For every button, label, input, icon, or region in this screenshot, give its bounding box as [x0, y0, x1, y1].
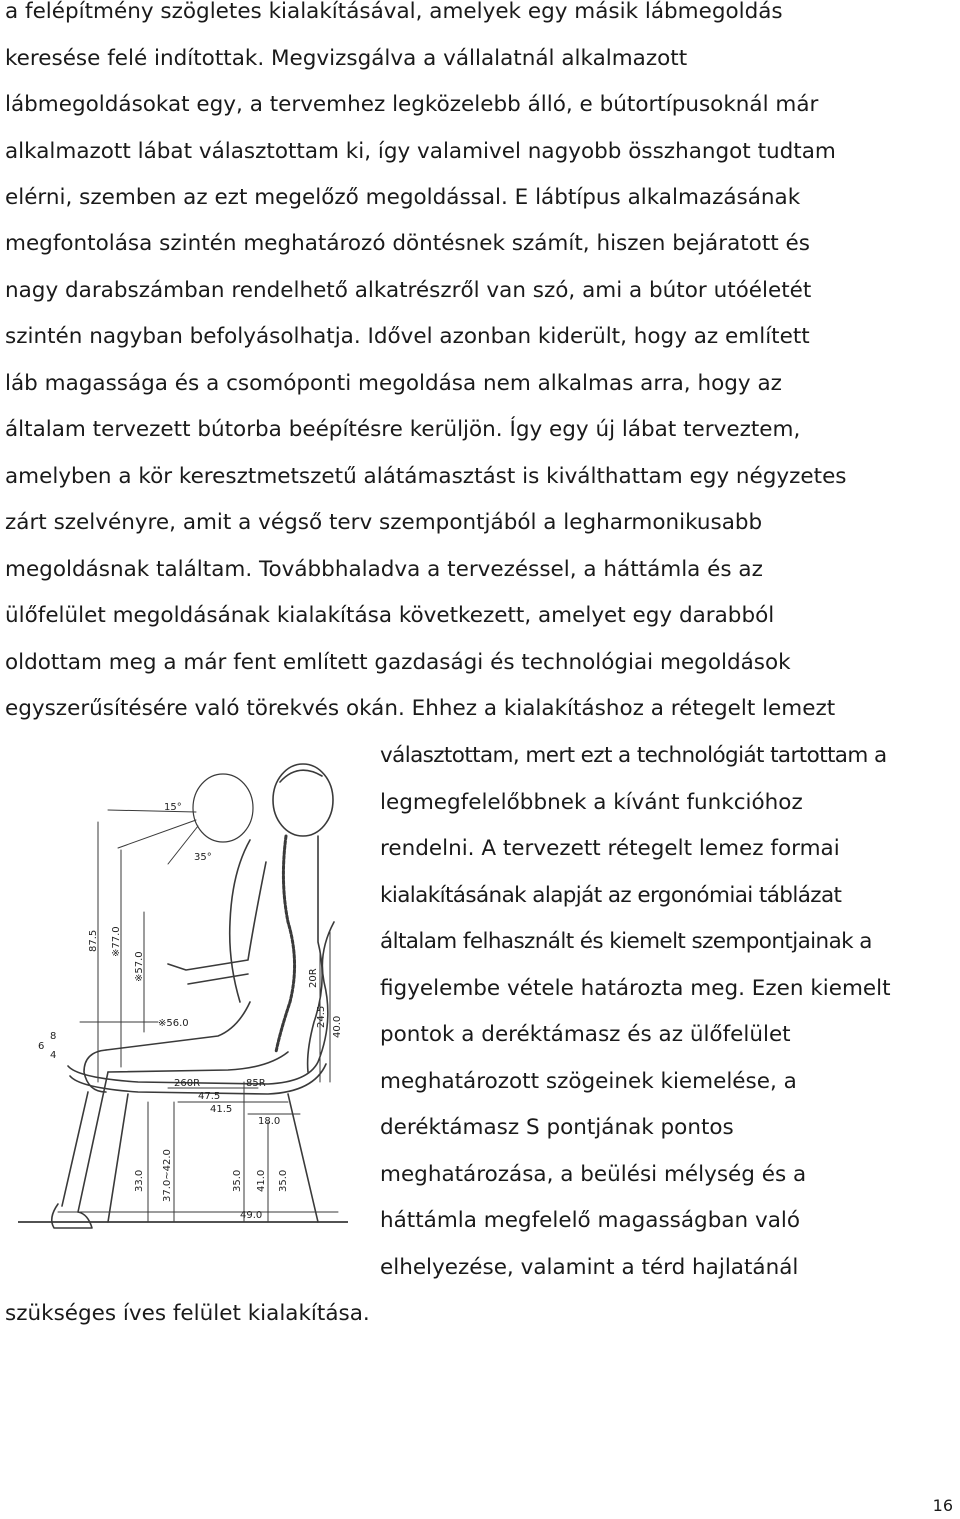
height-40-label: 40.0 — [332, 1015, 343, 1038]
paragraph-line: ülőfelület megoldásának kialakítása következett, amelyet egy darabból — [5, 603, 775, 628]
paragraph-line: elérni, szemben az ezt megelőző megoldással. E lábtípus alkalmazásának — [5, 185, 801, 210]
value-6-label: 6 — [38, 1041, 45, 1052]
wrap-line: legmegfelelőbbnek a kívánt funkcióhoz — [380, 790, 803, 815]
wrap-line: általam felhasznált és kiemelt szempontjainak a — [380, 929, 872, 954]
ergonomic-seating-diagram — [18, 752, 348, 1230]
paragraph-line: a felépítmény szögletes kialakításával, amelyek egy másik lábmegoldás — [5, 0, 783, 24]
paragraph-line: nagy darabszámban rendelhető alkatrészről van szó, ami a bútor utóéletét — [5, 278, 812, 303]
radius-20-label: 20R — [308, 968, 319, 988]
radius-85-label: 85R — [246, 1078, 266, 1089]
height-41-label: 41.0 — [256, 1169, 267, 1192]
paragraph-line: amelyben a kör keresztmetszetű alátámasztást is kiválthattam egy négyzetes — [5, 464, 847, 489]
wrap-line: háttámla megfelelő magasságban való — [380, 1208, 801, 1233]
depth-41-label: 41.5 — [210, 1104, 233, 1115]
paragraph-line: alkalmazott lábat választottam ki, így valamivel nagyobb összhangot tudtam — [5, 139, 836, 164]
height-33-label: 33.0 — [134, 1169, 145, 1192]
height-56-label: ※56.0 — [158, 1018, 189, 1029]
wrap-line: deréktámasz S pontjának pontos — [380, 1115, 734, 1140]
radius-260-label: 260R — [174, 1078, 201, 1089]
value-4-label: 4 — [50, 1050, 57, 1061]
height-37-42-label: 37.0~42.0 — [162, 1149, 173, 1202]
height-35-label: 35.0 — [232, 1169, 243, 1192]
paragraph-line: keresése felé indítottak. Megvizsgálva a vállalatnál alkalmazott — [5, 46, 688, 71]
paragraph-line: megfontolása szintén meghatározó döntésnek számít, hiszen bejáratott és — [5, 231, 810, 256]
wrap-line: kialakításának alapját az ergonómiai táblázat — [380, 883, 842, 908]
height-35b-label: 35.0 — [278, 1169, 289, 1192]
height-87-label: 87.5 — [88, 929, 99, 952]
height-57-label: ※57.0 — [134, 951, 145, 982]
wrap-line: elhelyezése, valamint a térd hajlatánál — [380, 1255, 799, 1280]
wrap-line: választottam, mert ezt a technológiát tartottam a — [380, 743, 887, 768]
height-24-label: 24.5 — [316, 1005, 327, 1028]
paragraph-line: oldottam meg a már fent említett gazdasági és technológiai megoldások — [5, 650, 791, 675]
height-77-label: ※77.0 — [111, 926, 122, 957]
depth-47-label: 47.5 — [198, 1091, 221, 1102]
paragraph-line: szintén nagyban befolyásolhatja. Idővel azonban kiderült, hogy az említett — [5, 324, 810, 349]
width-49-label: 49.0 — [240, 1210, 263, 1221]
paragraph-line: általam tervezett bútorba beépítésre kerüljön. Így egy új lábat terveztem, — [5, 417, 801, 442]
wrap-line: rendelni. A tervezett rétegelt lemez formai — [380, 836, 840, 861]
angle-15-label: 15° — [164, 802, 182, 813]
wrap-line: pontok a deréktámasz és az ülőfelület — [380, 1022, 791, 1047]
wrap-line: meghatározása, a beülési mélység és a — [380, 1162, 807, 1187]
paragraph-line: lábmegoldásokat egy, a tervemhez legközelebb álló, e bútortípusoknál már — [5, 92, 819, 117]
value-8-label: 8 — [50, 1031, 57, 1042]
paragraph-line: megoldásnak találtam. Továbbhaladva a tervezéssel, a háttámla és az — [5, 557, 763, 582]
depth-18-label: 18.0 — [258, 1116, 281, 1127]
final-line: szükséges íves felület kialakítása. — [5, 1301, 370, 1326]
wrap-line: figyelembe vétele határozta meg. Ezen kiemelt — [380, 976, 891, 1001]
page-number: 16 — [932, 1496, 953, 1515]
wrap-line: meghatározott szögeinek kiemelése, a — [380, 1069, 797, 1094]
paragraph-line: egyszerűsítésére való törekvés okán. Ehhez a kialakításhoz a rétegelt lemezt — [5, 696, 836, 721]
paragraph-line: zárt szelvényre, amit a végső terv szempontjából a legharmonikusabb — [5, 510, 763, 535]
angle-35-label: 35° — [194, 852, 212, 863]
paragraph-line: láb magassága és a csomóponti megoldása nem alkalmas arra, hogy az — [5, 371, 782, 396]
